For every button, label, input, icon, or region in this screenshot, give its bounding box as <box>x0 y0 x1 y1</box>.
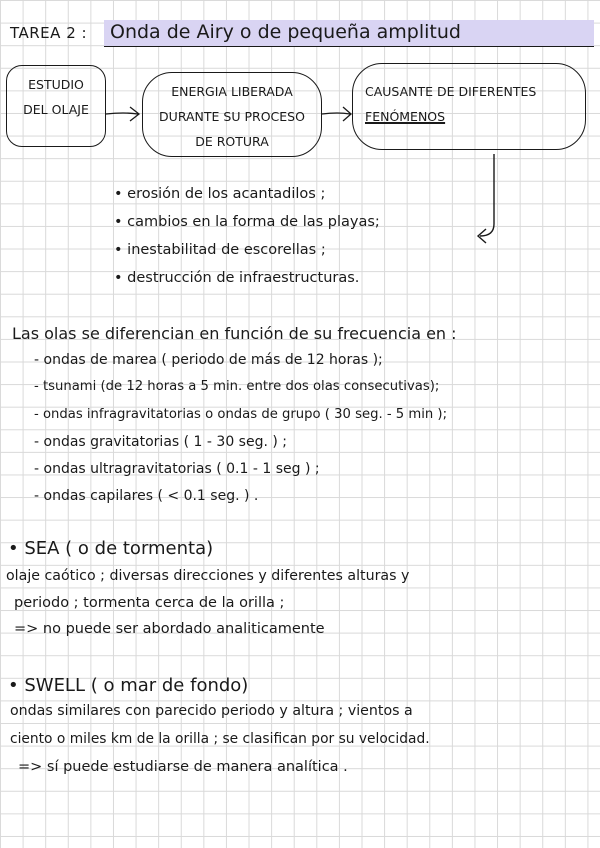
title-highlight <box>104 20 594 47</box>
phenomenon-item: • destrucción de infraestructuras. <box>114 270 360 286</box>
assignment-label: TAREA 2 : <box>10 24 88 42</box>
concept-box-phenomena <box>352 63 586 150</box>
phenomenon-item: • inestabilitad de escorellas ; <box>114 242 326 258</box>
box2-line-2: DURANTE SU PROCESO <box>159 109 305 124</box>
swell-text-line: ondas similares con parecido periodo y altura ; vientos a <box>10 703 413 719</box>
sea-heading: • SEA ( o de tormenta) <box>8 538 214 559</box>
wave-type-item: - ondas infragravitatorias o ondas de grupo ( 30 seg. - 5 min ); <box>34 407 448 422</box>
wave-type-item: - ondas capilares ( < 0.1 seg. ) . <box>34 488 259 504</box>
arrow-right-icon <box>320 100 356 130</box>
arrow-right-icon <box>104 100 144 130</box>
concept-box-wave-study <box>6 65 106 147</box>
swell-conclusion: => sí puede estudiarse de manera analítica . <box>18 759 348 775</box>
box2-line-3: DE ROTURA <box>195 134 269 149</box>
box3-line-2: FENÓMENOS <box>365 109 446 124</box>
phenomenon-item: • cambios en la forma de las playas; <box>114 214 380 230</box>
phenomenon-item: • erosión de los acantadilos ; <box>114 186 326 202</box>
swell-text-line: ciento o miles km de la orilla ; se clasifican por su velocidad. <box>10 731 430 747</box>
page-title: Onda de Airy o de pequeña amplitud <box>110 21 461 43</box>
box3-line-1: CAUSANTE DE DIFERENTES <box>365 84 537 99</box>
wave-type-item: - ondas ultragravitatorias ( 0.1 - 1 seg ) ; <box>34 461 320 477</box>
sea-conclusion: => no puede ser abordado analiticamente <box>14 621 325 637</box>
box2-line-1: ENERGIA LIBERADA <box>171 84 293 99</box>
wave-type-item: - tsunami (de 12 horas a 5 min. entre dos olas consecutivas); <box>34 379 440 394</box>
sea-text-line: olaje caótico ; diversas direcciones y diferentes alturas y <box>6 568 410 584</box>
wave-type-item: - ondas de marea ( periodo de más de 12 horas ); <box>34 352 383 368</box>
sea-text-line: periodo ; tormenta cerca de la orilla ; <box>14 595 285 611</box>
concept-box-energy <box>142 72 322 157</box>
waves-intro: Las olas se diferencian en función de su frecuencia en : <box>12 324 457 343</box>
wave-type-item: - ondas gravitatorias ( 1 - 30 seg. ) ; <box>34 434 287 450</box>
box1-line-2: DEL OLAJE <box>23 102 89 117</box>
box1-line-1: ESTUDIO <box>28 77 84 92</box>
swell-heading: • SWELL ( o mar de fondo) <box>8 675 249 696</box>
arrow-down-left-icon <box>470 150 510 250</box>
